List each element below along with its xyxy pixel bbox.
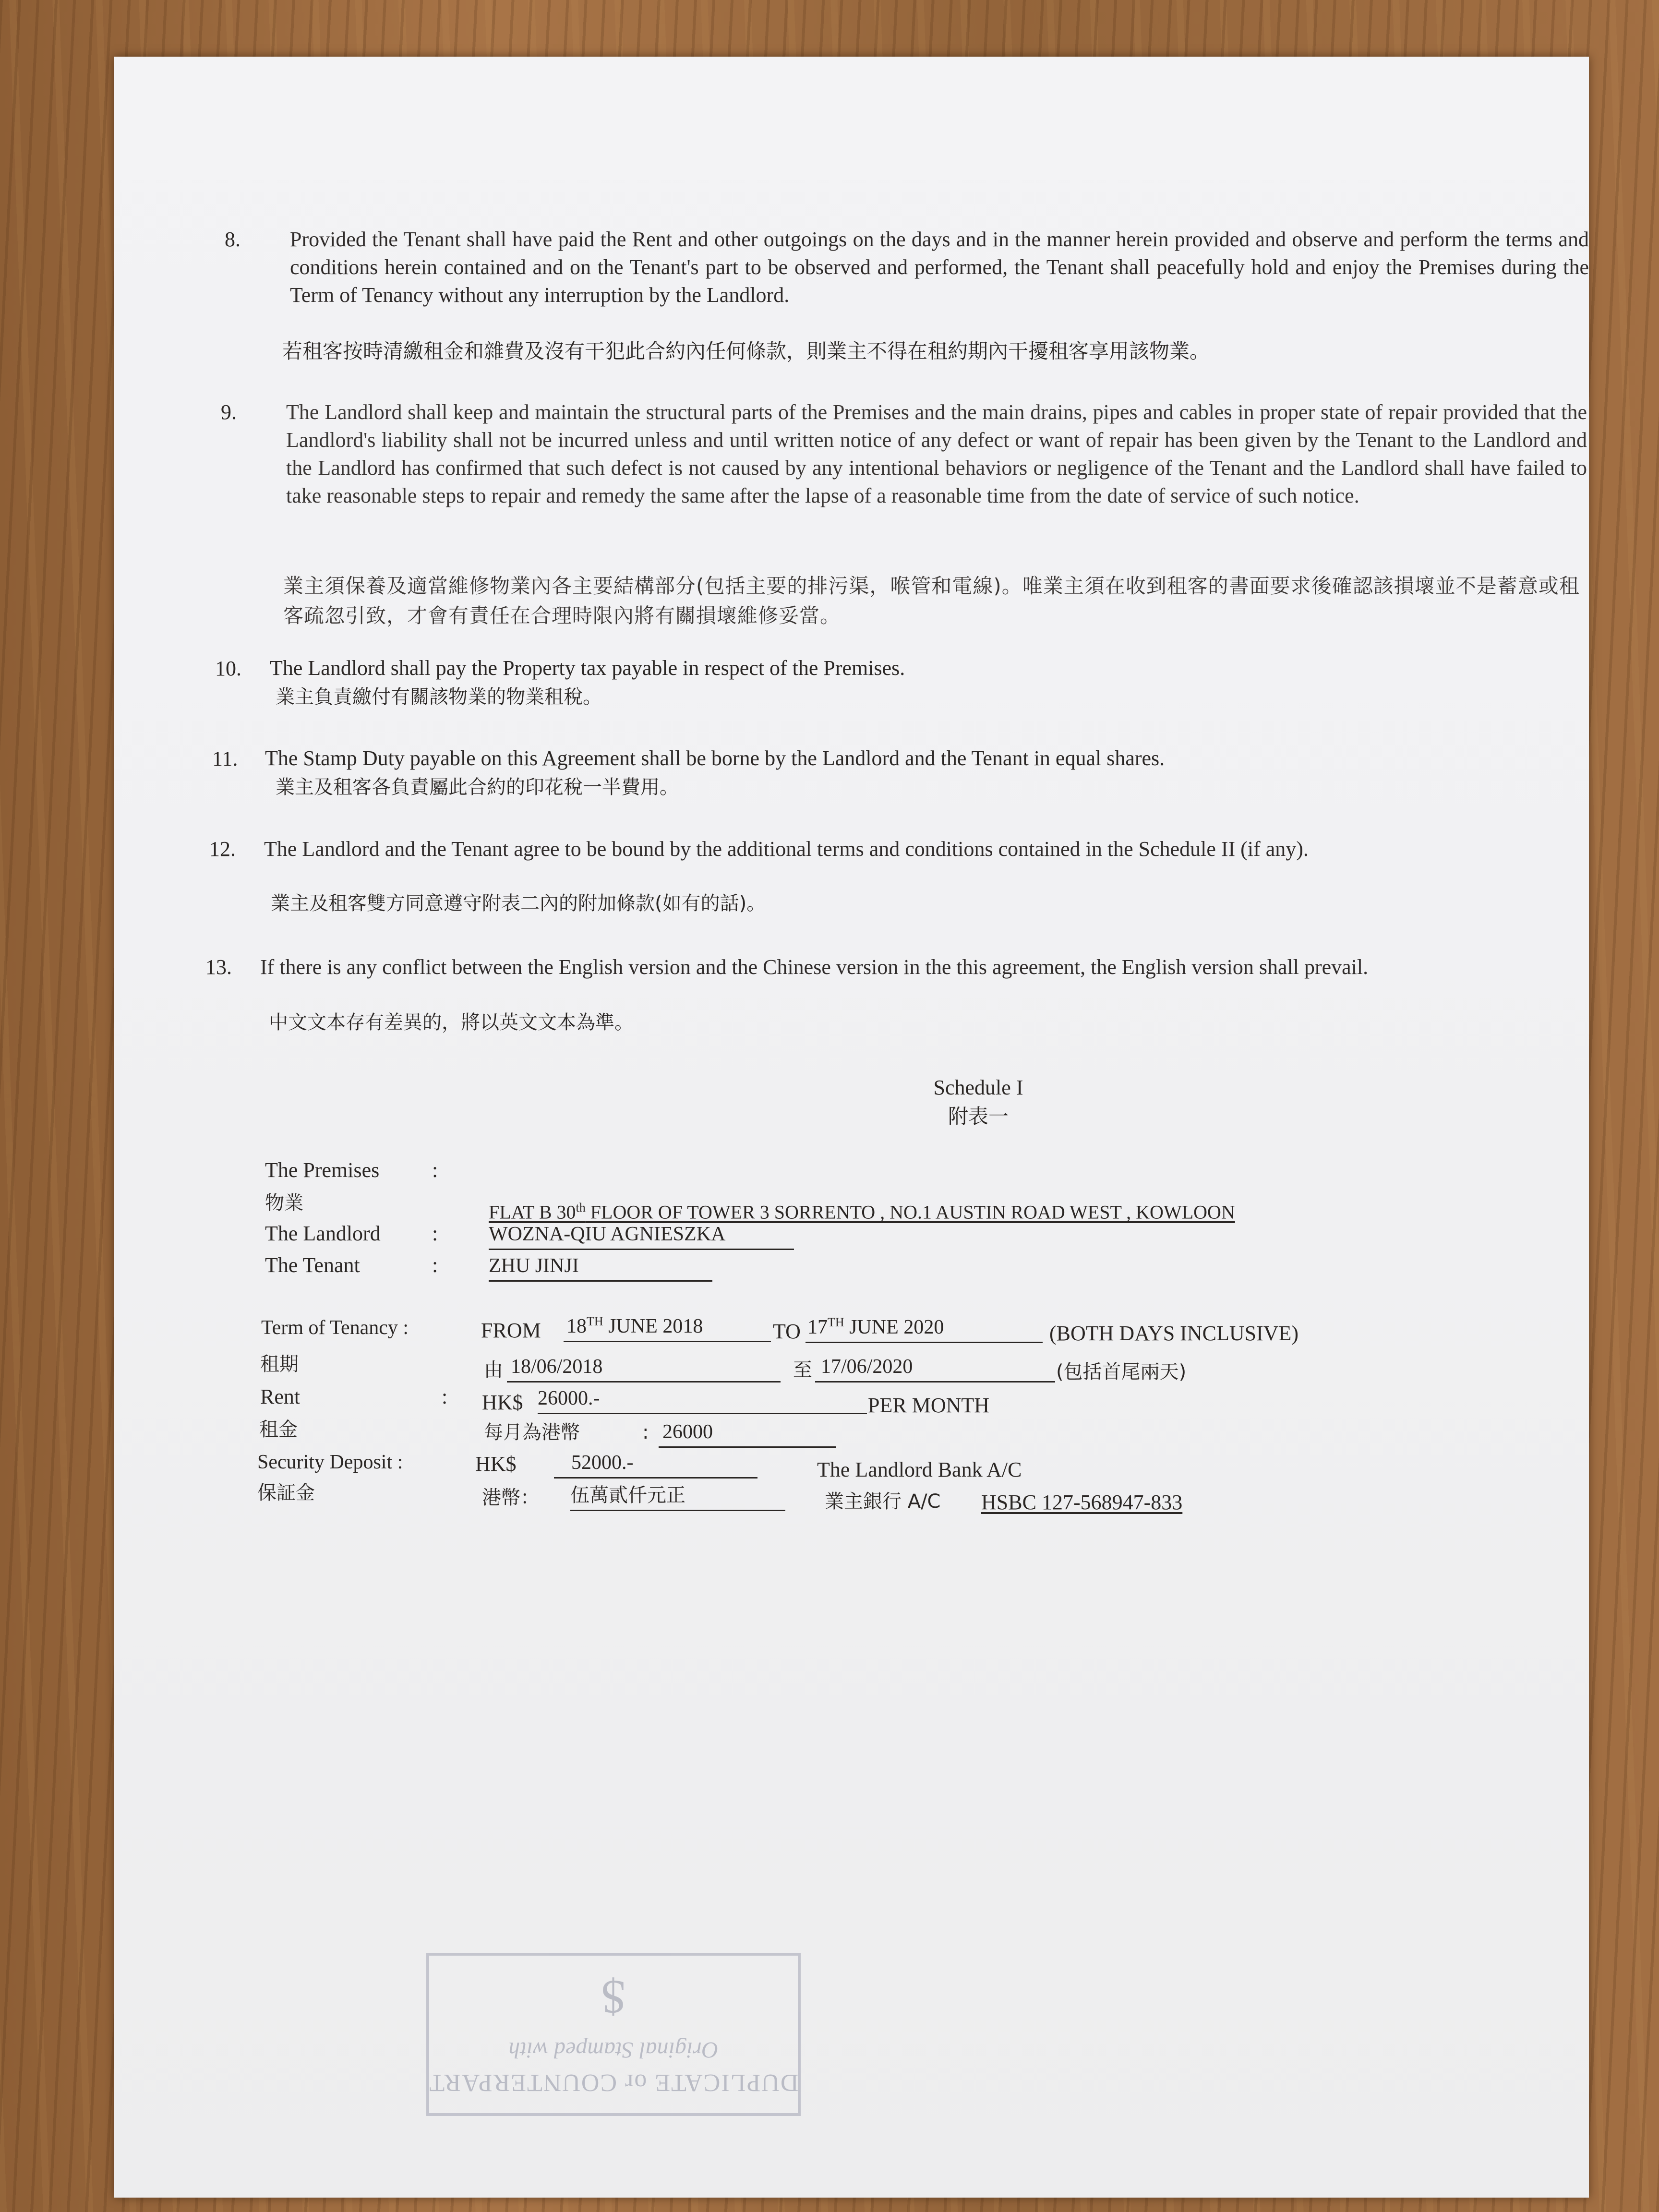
clause-text-en: The Stamp Duty payable on this Agreement shall be borne by the Landlord and the Tenant in equal shares. <box>265 746 1165 770</box>
stamp-line-3: $ <box>601 1971 625 2024</box>
deposit-currency: HK$ <box>475 1452 517 1476</box>
deposit-zh-value-wrap <box>570 1484 785 1511</box>
rent-currency: HK$ <box>482 1391 523 1414</box>
clause-13 <box>260 953 1588 981</box>
deposit-zh-currency: 港幣： <box>482 1487 540 1509</box>
deposit-zh-value: 伍萬貳仟元正 <box>570 1484 685 1506</box>
bank-account: HSBC 127-568947-833 <box>981 1491 1183 1514</box>
term-start-rest: JUNE 2018 <box>603 1315 703 1337</box>
tenant-value: ZHU JINJI <box>489 1255 579 1277</box>
clause-text-en: The Landlord shall keep and maintain the structural parts of the Premises and the main drains, pipes and cables in proper state of repair provided that the Landlord's liability shall not be incurred unless and until written notice of any defect or want of repair has been given by the Tenant to the Landlord and the Landlord has confirmed that such defect is not caused by any intentional behaviors or negligence of the Tenant and the Landlord shall have failed to take reasonable steps to repair and remedy the same after the lapse of a reasonable time from the date of service of such notice. <box>286 400 1587 507</box>
term-start-sup: TH <box>587 1314 603 1328</box>
term-start-zh-wrap <box>507 1356 781 1382</box>
colon: : <box>432 1158 438 1182</box>
clause-text-en: The Landlord and the Tenant agree to be bound by the additional terms and conditions contained in the Schedule II (if any). <box>264 837 1309 861</box>
term-to: TO <box>773 1320 801 1343</box>
rent-zh-value-wrap <box>659 1421 836 1448</box>
term-label-zh: 租期 <box>260 1353 299 1375</box>
clause-9 <box>286 398 1587 510</box>
rent-zh-colon: : <box>642 1421 649 1443</box>
schedule-title-en: Schedule I <box>933 1076 1023 1099</box>
duplicate-stamp <box>426 1953 801 2116</box>
rent-value: 26000.- <box>538 1387 600 1409</box>
clause-12 <box>264 835 1589 863</box>
term-start-zh: 18/06/2018 <box>511 1356 603 1378</box>
clause-text-en: If there is any conflict between the English version and the Chinese version in the this agreement, the English version shall prevail. <box>260 955 1369 979</box>
clause-9-zh <box>283 569 1589 631</box>
term-end-zh: 17/06/2020 <box>821 1356 913 1378</box>
term-end-sup: TH <box>828 1315 844 1329</box>
term-inclusive: (BOTH DAYS INCLUSIVE) <box>1049 1322 1299 1345</box>
term-from-zh: 由 <box>484 1359 503 1381</box>
rent-zh-prefix: 每月為港幣 <box>484 1421 580 1443</box>
term-end-day: 17 <box>807 1316 828 1338</box>
clause-text-zh: 業主及租客雙方同意遵守附表二內的附加條款(如有的話)。 <box>271 892 766 914</box>
colon: : <box>442 1385 448 1408</box>
rent-label: Rent <box>260 1385 301 1408</box>
clause-text-zh: 業主負責繳付有關該物業的物業租稅。 <box>276 686 602 708</box>
rent-value-wrap <box>538 1387 867 1414</box>
clause-8 <box>290 226 1589 309</box>
rent-zh-value: 26000 <box>662 1421 713 1443</box>
landlord-label: The Landlord <box>265 1222 381 1245</box>
tenant-value-wrap <box>489 1255 712 1282</box>
bank-label-zh: 業主銀行 A/C <box>825 1491 941 1513</box>
deposit-value: 52000.- <box>571 1452 634 1474</box>
clause-text-zh: 業主及租客各負責屬此合約的印花稅一半費用。 <box>276 776 679 798</box>
deposit-label-zh: 保証金 <box>257 1482 315 1504</box>
clause-number: 12. <box>209 837 236 861</box>
schedule-title-zh: 附表一 <box>948 1105 1009 1128</box>
premises-label-zh: 物業 <box>265 1192 303 1214</box>
clause-text-zh: 若租客按時清繳租金和雜費及沒有干犯此合約內任何條款，則業主不得在租約期內干擾租客享用該物業。 <box>282 339 1210 363</box>
clause-number: 8. <box>225 228 240 251</box>
colon: : <box>432 1253 438 1277</box>
rent-per-month: PER MONTH <box>868 1394 990 1417</box>
premises-value-sup: th <box>576 1201 586 1214</box>
landlord-value: WOZNA-QIU AGNIESZKA <box>489 1223 726 1245</box>
clause-number: 10. <box>215 657 241 680</box>
term-from: FROM <box>481 1319 541 1342</box>
clause-number: 11. <box>212 747 238 770</box>
term-start-day: 18 <box>566 1315 587 1337</box>
term-label: Term of Tenancy : <box>261 1317 409 1339</box>
premises-label: The Premises <box>265 1158 380 1182</box>
term-to-zh: 至 <box>793 1359 812 1381</box>
clause-text-en: Provided the Tenant shall have paid the Rent and other outgoings on the days and in the manner herein provided and observe and perform the terms and conditions herein contained and on the Tenant's part to be observed and performed, the Tenant shall peacefully hold and enjoy the Premises during the Term of Tenancy without any interruption by the Landlord. <box>290 228 1589 307</box>
term-inclusive-zh: (包括首尾兩天) <box>1056 1361 1187 1383</box>
premises-value-part: FLOOR OF TOWER 3 SORRENTO , NO.1 AUSTIN ROAD WEST , KOWLOON <box>585 1201 1235 1223</box>
tenant-label: The Tenant <box>265 1253 360 1277</box>
rent-label-zh: 租金 <box>259 1419 298 1441</box>
stamp-line-2: Original Stamped with <box>508 2037 719 2063</box>
premises-value-part: FLAT B 30 <box>489 1201 576 1223</box>
bank-label: The Landlord Bank A/C <box>817 1458 1022 1481</box>
colon: : <box>432 1222 438 1245</box>
term-end-zh-wrap <box>815 1356 1055 1382</box>
clause-text-zh: 業主須保養及適當維修物業內各主要結構部分(包括主要的排污渠，喉管和電線)。唯業主須在收到租客的書面要求後確認該損壞並不是蓄意或租客疏忽引致，才會有責任在合理時限內將有關損壞維修妥當。 <box>283 574 1580 627</box>
deposit-label: Security Deposit : <box>257 1451 403 1473</box>
clause-number: 13. <box>205 955 232 979</box>
landlord-value-wrap <box>489 1223 794 1250</box>
stamp-line-1: DUPLICATE or COUNTERPART <box>428 2069 799 2096</box>
clause-text-zh: 中文文本存有差異的，將以英文文本為準。 <box>269 1011 634 1034</box>
deposit-value-wrap <box>554 1452 757 1479</box>
term-end-rest: JUNE 2020 <box>844 1316 944 1338</box>
clause-text-en: The Landlord shall pay the Property tax payable in respect of the Premises. <box>270 656 905 680</box>
term-end <box>805 1316 1043 1343</box>
term-start <box>564 1315 771 1342</box>
clause-number: 9. <box>221 400 237 424</box>
document-page <box>114 57 1589 2198</box>
